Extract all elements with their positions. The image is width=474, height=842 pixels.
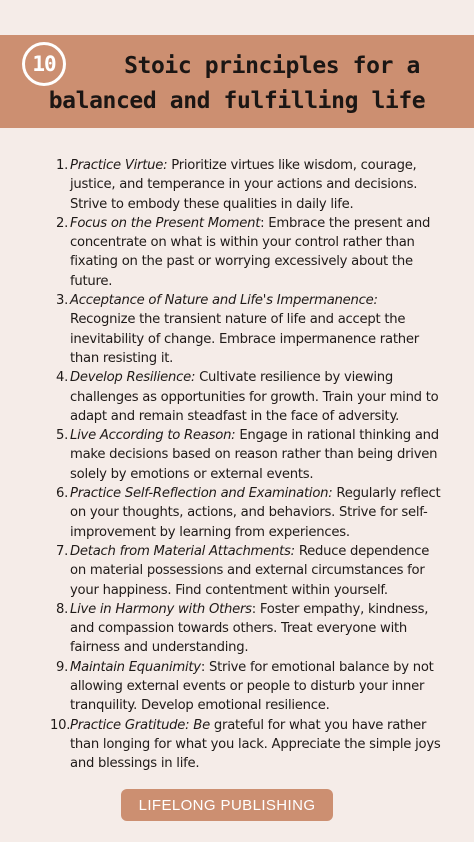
item-number: 4. bbox=[56, 370, 69, 386]
item-number: 2. bbox=[56, 215, 69, 231]
item-text: : Foster empathy, kindness, and compassion towards others. Treat everyone with fairness and understanding. bbox=[70, 601, 429, 656]
list-item bbox=[56, 542, 442, 600]
list-item bbox=[56, 658, 442, 716]
list-item bbox=[56, 484, 442, 542]
list-item bbox=[56, 600, 442, 658]
item-text: grateful for what you have rather than longing for what you lack. Appreciate the simple joys and blessings in life. bbox=[70, 717, 441, 772]
item-text: Regularly reflect on your thoughts, actions, and behaviors. Strive for self-improvement by learning from experiences. bbox=[70, 486, 441, 540]
item-number: 5. bbox=[56, 428, 69, 444]
list-item bbox=[50, 716, 442, 774]
list-item bbox=[56, 368, 442, 426]
item-number: 6. bbox=[56, 486, 69, 502]
item-term: Detach from Material Attachments: bbox=[70, 543, 295, 559]
item-text: : Strive for emotional balance by not allowing external events or people to disturb your inner tranquility. Develop emotional resilience. bbox=[70, 659, 434, 714]
item-term: Acceptance of Nature and Life's Impermanence: bbox=[70, 293, 378, 309]
item-number: 10. bbox=[50, 717, 71, 733]
item-term: Maintain Equanimity bbox=[70, 659, 201, 675]
publisher-badge bbox=[121, 789, 333, 821]
list-item bbox=[56, 426, 442, 484]
title-line-2: balanced and fulfilling life bbox=[48, 88, 426, 114]
badge-number: 10 bbox=[32, 52, 56, 76]
item-text: Prioritize virtues like wisdom, courage, justice, and temperance in your actions and decisions. Strive to embody these qualities in daily life. bbox=[70, 158, 418, 212]
item-text: : Embrace the present and concentrate on what is within your control rather than fixating on the past or worrying excessively about the future. bbox=[70, 215, 431, 289]
item-term: Live According to Reason: bbox=[70, 428, 236, 444]
item-number: 8. bbox=[56, 601, 69, 617]
title-line-1: Stoic principles for a bbox=[124, 53, 420, 79]
publisher-label: LIFELONG PUBLISHING bbox=[138, 796, 316, 814]
item-term: Develop Resilience: bbox=[70, 370, 196, 386]
item-number: 7. bbox=[56, 543, 69, 559]
item-text: Engage in rational thinking and make decisions based on reason rather than being driven solely by emotions or external events. bbox=[70, 428, 439, 482]
item-number: 1. bbox=[56, 158, 69, 173]
item-text: Recognize the transient nature of life and accept the inevitability of change. Embrace impermanence rather than resisting it. bbox=[70, 312, 419, 366]
item-text: Cultivate resilience by viewing challenges as opportunities for growth. Train your mind to adapt and remain steadfast in the face of adversity. bbox=[70, 370, 439, 424]
item-term: Focus on the Present Moment bbox=[70, 215, 261, 231]
header-banner bbox=[0, 35, 474, 128]
item-term: Practice Gratitude: Be bbox=[70, 717, 210, 733]
item-number: 9. bbox=[56, 659, 69, 675]
item-term: Live in Harmony with Others bbox=[70, 601, 252, 617]
page-title bbox=[0, 49, 474, 119]
item-text: Reduce dependence on material possessions and external circumstances for your happiness. Find contentment within yourself. bbox=[70, 543, 430, 598]
list-item bbox=[56, 156, 442, 214]
principles-list bbox=[50, 156, 442, 774]
item-term: Practice Virtue: bbox=[70, 158, 168, 173]
list-item bbox=[56, 291, 442, 368]
item-term: Practice Self-Reflection and Examination: bbox=[70, 486, 333, 502]
item-number: 3. bbox=[56, 293, 69, 309]
list-item bbox=[56, 214, 442, 291]
